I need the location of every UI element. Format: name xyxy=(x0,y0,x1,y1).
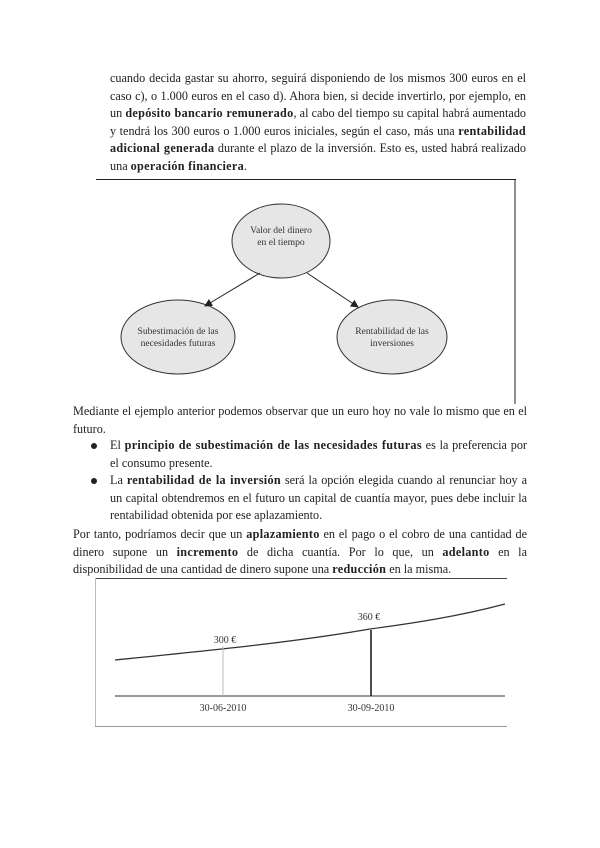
node-valor-dinero-line1: Valor del dinero xyxy=(250,225,312,236)
intro-line-4: habrá aumentado y tendrá los 300 euros o 1.000 euros iniciales, según el caso, xyxy=(110,106,527,138)
value-label-360: 360 € xyxy=(357,612,381,623)
conclusion-text-c: en el pago o el cobro de una cantidad de dinero supone un xyxy=(73,527,527,559)
list-item-bold: principio de subestimación de las necesidades futuras xyxy=(124,438,422,452)
intro-line-5c: durante el plazo de la inversión. xyxy=(214,141,377,156)
euro-paragraph: Mediante el ejemplo anterior podemos observar que un euro hoy no vale lo mismo que en el futuro. xyxy=(73,404,527,436)
time-value-diagram xyxy=(96,179,516,404)
conclusion-paragraph xyxy=(73,526,527,579)
bold-reduccion: reducción xyxy=(332,562,387,577)
value-label-300: 300 € xyxy=(213,635,237,646)
arrow-to-subestimacion xyxy=(205,273,260,306)
node-subestimacion xyxy=(121,300,235,374)
list-item xyxy=(90,437,527,472)
list-item-pre: La xyxy=(110,473,127,488)
conclusion-text-a: Por tanto, podríamos decir que un xyxy=(73,527,247,541)
conclusion-text-e: de dicha cuantía. Por lo que, un xyxy=(238,544,443,559)
value-growth-diagram xyxy=(95,578,515,730)
intro-line-3a: ejemplo, en un xyxy=(110,88,526,121)
intro-line-5a: más una xyxy=(413,123,459,138)
date-label-2: 30-09-2010 xyxy=(347,703,395,714)
conclusion-text-g: en la disponibilidad de una cantidad de dinero supone una xyxy=(73,544,527,577)
node-subestimacion-line2: necesidades futuras xyxy=(140,338,216,349)
conclusion-text-i: en la misma. xyxy=(386,562,452,577)
bold-aplazamiento: aplazamiento xyxy=(246,527,320,541)
arrow-to-rentabilidad xyxy=(307,273,358,307)
node-rentabilidad-line2: inversiones xyxy=(370,338,414,349)
bold-rentabilidad: rentabilidad adicional generada xyxy=(110,123,526,156)
intro-paragraph xyxy=(110,70,526,176)
node-rentabilidad xyxy=(337,300,447,374)
principles-list xyxy=(90,437,527,525)
intro-line-2: en el caso c), o 1.000 euros en el caso d). Ahora bien, si decide invertirlo, por xyxy=(110,71,526,103)
bold-operacion: operación financiera xyxy=(130,158,244,173)
bold-incremento: incremento xyxy=(176,544,239,559)
intro-line-1: cuando decida gastar su ahorro, seguirá disponiendo de los mismos 300 euros xyxy=(110,71,498,85)
bold-deposito: depósito bancario remunerado xyxy=(125,106,294,121)
growth-curve xyxy=(115,604,505,660)
bold-adelanto: adelanto xyxy=(442,544,490,559)
intro-line-3c: , al cabo del tiempo su capital xyxy=(293,106,440,121)
list-item-pre: El xyxy=(110,438,125,452)
intro-line-6c: . xyxy=(243,158,248,173)
list-item-post: será la opción elegida cuando al renunciar hoy a un capital obtendremos en el futuro un capital de cuantía mayor, pues debe incluir la rentabilidad obtenida por ese aplazamiento. xyxy=(110,473,527,523)
intro-line-6a: Esto es, usted habrá realizado una xyxy=(110,141,526,173)
list-item-bold: rentabilidad de la inversión xyxy=(126,473,281,488)
list-item xyxy=(90,472,527,525)
list-item-post: es la preferencia por el consumo presente. xyxy=(110,438,527,470)
node-rentabilidad-line1: Rentabilidad de las xyxy=(355,326,429,337)
node-valor-dinero-line2: en el tiempo xyxy=(257,237,305,248)
date-label-1: 30-06-2010 xyxy=(199,703,247,714)
node-subestimacion-line1: Subestimación de las xyxy=(137,326,219,337)
